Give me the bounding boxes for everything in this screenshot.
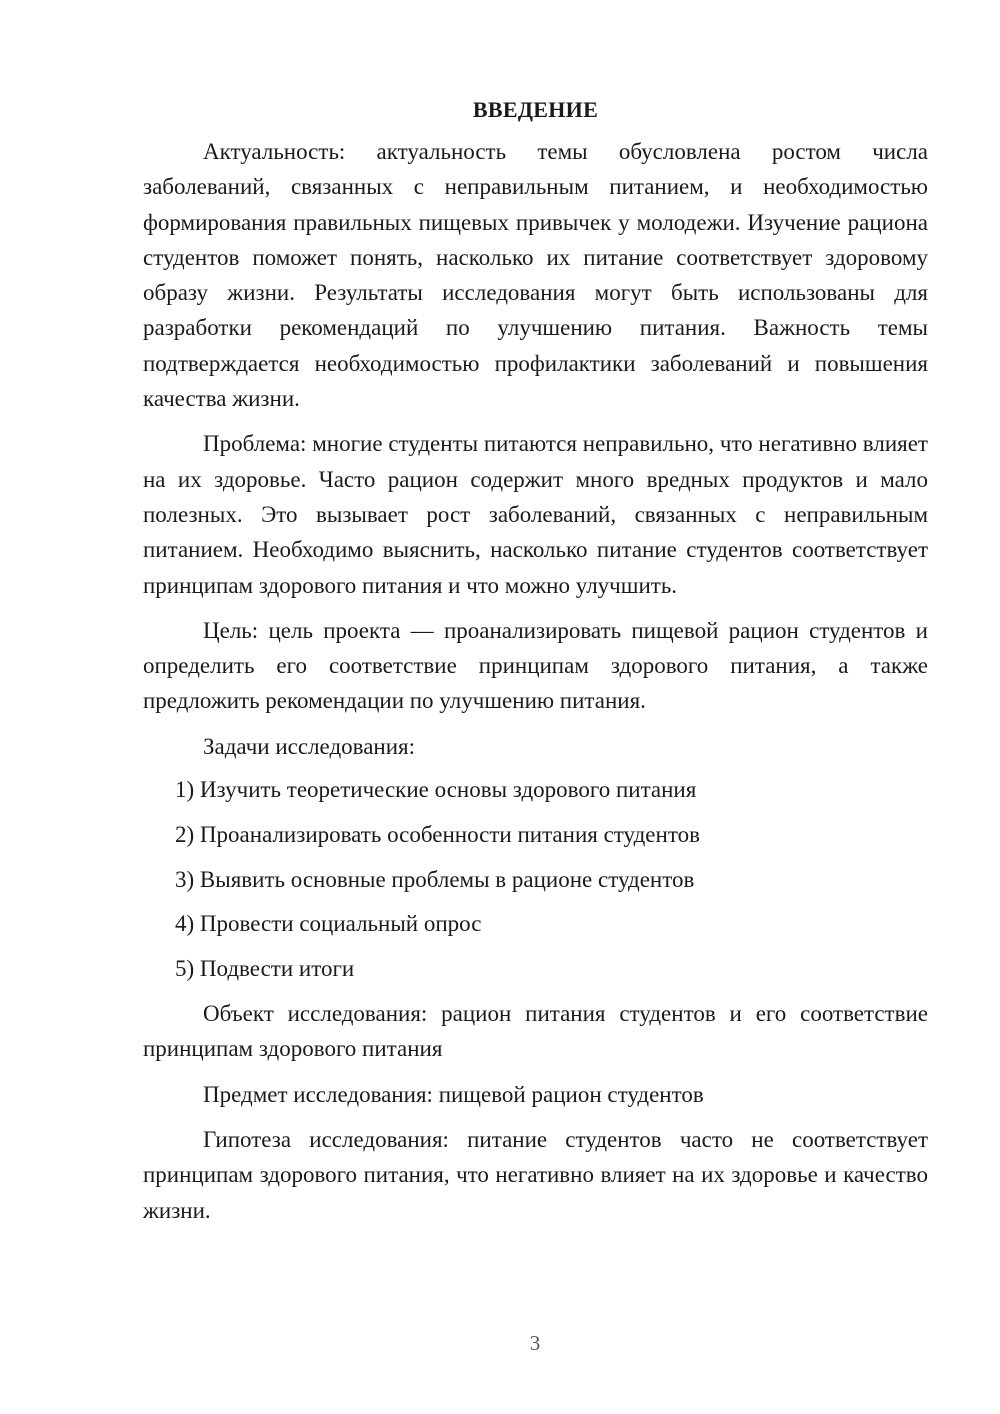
subject-paragraph: Предмет исследования: пищевой рацион студентов	[203, 1081, 704, 1107]
object-paragraph: Объект исследования: рацион питания студентов и его соответствие принципам здорового питания	[143, 1001, 928, 1062]
task-item: 4) Провести социальный опрос	[175, 911, 482, 937]
goal-paragraph: Цель: цель проекта — проанализировать пищевой рацион студентов и определить его соответствие принципам здорового питания, а также предложить рекомендации по улучшению питания.	[143, 617, 928, 714]
task-item: 5) Подвести итоги	[175, 956, 355, 982]
page-number: 3	[529, 1331, 541, 1355]
task-item: 3) Выявить основные проблемы в рационе студентов	[175, 866, 695, 892]
problem-paragraph: Проблема: многие студенты питаются неправильно, что негативно влияет на их здоровье. Часто рацион содержит много вредных продуктов и мало полезных. Это вызывает рост заболеваний, связанных с неправильным питанием. Необходимо выяснить, насколько питание студентов соответствует принципам здорового питания и что можно улучшить.	[143, 431, 928, 598]
hypothesis-paragraph: Гипотеза исследования: питание студентов часто не соответствует принципам здорового питания, что негативно влияет на их здоровье и качество жизни.	[143, 1126, 928, 1223]
document-page	[143, 92, 928, 1238]
tasks-list	[143, 772, 928, 986]
section-title: ВВЕДЕНИЕ	[472, 97, 599, 122]
task-item: 1) Изучить теоретические основы здорового питания	[175, 777, 697, 803]
relevance-paragraph: Актуальность: актуальность темы обусловлена ростом числа заболеваний, связанных с неправильным питанием, и необходимостью формирования правильных пищевых привычек у молодежи. Изучение рациона студентов поможет понять, насколько их питание соответствует здоровому образу жизни. Результаты исследования могут быть использованы для разработки рекомендаций по улучшению питания. Важность темы подтверждается необходимостью профилактики заболеваний и повышения качества жизни.	[143, 139, 928, 412]
tasks-heading: Задачи исследования:	[203, 733, 416, 759]
task-item: 2) Проанализировать особенности питания студентов	[175, 821, 700, 847]
